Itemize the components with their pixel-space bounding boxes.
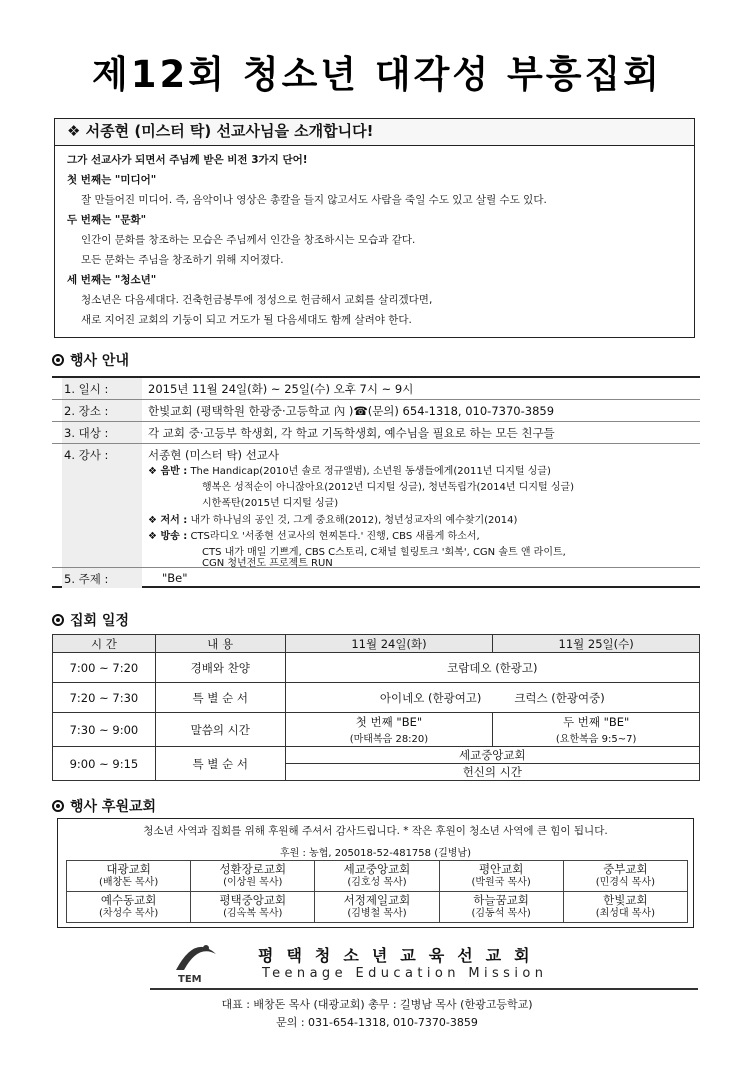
intro-line: 잘 만들어진 미디어. 즉, 음악이나 영상은 총칼을 들지 않고서도 사람을 죽일 수도 있고 살릴 수도 있다. [81,194,547,206]
date-value: 2015년 11월 24일(화) ~ 25일(수) 오후 7시 ~ 9시 [148,382,414,396]
content-cell: 특 별 순 서 [155,747,285,781]
day2-sermon-title: 두 번째 "BE" [562,715,630,729]
place-label: 2. 장소 : [64,404,109,418]
footer-contact: 문의 : 031-654-1318, 010-7370-3859 [276,1016,478,1029]
album-value: The Handicap(2010년 솔로 정규앨범), 소년원 동생들에게(2011년 디지털 싱글) [190,466,551,477]
intro-header: ❖ 서종현 (미스터 탁) 선교사님을 소개합니다! [55,119,694,146]
info-row-place [52,400,700,422]
book-key: ❖ 저서 : [148,515,188,526]
content-cell: 경배와 찬양 [155,653,285,683]
header-content: 내 용 [155,635,285,653]
intro-line: 그가 선교사가 되면서 주님께 받은 비전 3가지 단어! [67,154,308,166]
intro-line: 첫 번째는 "미디어" [67,174,157,186]
pastor-name: (민경식 목사) [595,877,656,888]
church-table [66,860,688,923]
event-info-table [52,376,700,588]
org-name-ko: 평택청소년교육선교회 [258,946,543,965]
table-row [53,653,700,683]
church-name: 세교중앙교회 [343,862,411,876]
church-cell [315,892,439,923]
day1-sermon-verse: (마태복음 28:20) [349,734,429,745]
theme-value: "Be" [162,571,188,585]
schedule-table [52,634,700,781]
bullet-circle-icon [52,614,64,626]
church-name: 대광교회 [106,862,151,876]
speaker-value: 서종현 (미스터 탁) 선교사 [148,448,280,462]
section-schedule-title: 집회 일정 [70,613,129,629]
section-event-title: 행사 안내 [70,353,129,369]
day2-sermon-verse: (요한복음 9:5~7) [555,734,637,745]
book-line [148,513,517,529]
day1-sermon-title: 첫 번째 "BE" [355,715,423,729]
intro-line: 세 번째는 "청소년" [67,274,157,286]
church-name: 평안교회 [478,862,524,876]
book-value: 내가 하나님의 공인 것, 그게 중요해(2012), 청년성교자의 예수찾기(2014) [190,515,518,526]
special-performers-cell [285,683,699,713]
content-cell: 특 별 순 서 [155,683,285,713]
church-name: 서정제일교회 [343,893,411,907]
info-label-cell [62,568,142,588]
broadcast-value: CTS라디오 '서종현 선교사의 현찌톤다.' 진행, CBS 새롭게 하소서, [190,531,480,542]
time-cell: 9:00 ~ 9:15 [53,747,156,781]
church-cell [563,892,687,923]
day2-sermon-cell [493,713,700,747]
section-event-heading [52,350,129,370]
table-row [53,713,700,747]
speaker-label: 4. 강사 : [64,448,109,462]
church-name: 하늘꿈교회 [473,893,529,907]
time-cell: 7:00 ~ 7:20 [53,653,156,683]
church-name: 중부교회 [603,862,648,876]
closing-church-cell: 세교중앙교회 [285,747,699,764]
section-sponsor-heading [52,796,156,816]
time-cell: 7:20 ~ 7:30 [53,683,156,713]
intro-line: 인간이 문화를 창조하는 모습은 주님께서 인간을 창조하시는 모습과 같다. [81,234,416,246]
broadcast-key: ❖ 방송 : [148,531,188,542]
church-name: 한빛교회 [603,893,648,907]
org-name-en: Teenage Education Mission [262,966,548,981]
date-label: 1. 일시 : [64,382,109,396]
sponsor-box [57,818,694,928]
intro-box [54,118,695,338]
pastor-name: (박원국 목사) [471,877,531,888]
album-value: 행복은 성적순이 아니잖아요(2012년 디지털 싱글), 청년독립가(2014년 디지털 싱글) [202,482,575,493]
pastor-name: (김동석 목사) [471,908,531,919]
table-row [67,892,688,923]
schedule-header-row [53,635,700,653]
info-label-cell [62,378,142,399]
sponsor-account: 후원 : 농협, 205018-52-481758 (길병남) [280,848,471,859]
church-cell [315,861,439,892]
album-key: ❖ 음반 : [148,466,188,477]
page-title: 제12회 청소년 대각성 부흥집회 [91,53,663,96]
day2-performer: 크럭스 (한광여중) [514,690,605,705]
church-cell [67,861,191,892]
section-schedule-heading [52,610,129,630]
church-name: 예수동교회 [100,893,157,907]
intro-line: 새로 지어진 교회의 기둥이 되고 거도가 될 다음세대도 함께 살려야 한다. [81,314,412,326]
info-row-theme [52,568,700,588]
intro-body [55,146,694,330]
time-cell: 7:30 ~ 9:00 [53,713,156,747]
table-row [67,861,688,892]
target-label: 3. 대상 : [64,426,109,440]
header-day2: 11월 25일(수) [493,635,700,653]
info-label-cell [62,400,142,421]
section-sponsor-title: 행사 후원교회 [70,799,157,815]
intro-line: 청소년은 다음세대다. 건축헌금봉투에 정성으로 헌금해서 교회를 살리겠다면, [81,294,433,306]
broadcast-value: CGN 청년전도 프로젝트 RUN [202,558,333,569]
theme-label: 5. 주제 : [64,572,109,586]
table-row [53,683,700,713]
church-name: 성환장로교회 [219,862,287,876]
info-row-date [52,378,700,400]
info-label-cell [62,422,142,443]
church-cell [67,892,191,923]
pastor-name: (최성대 목사) [595,908,656,919]
church-cell [439,861,563,892]
church-cell [439,892,563,923]
day1-sermon-cell [285,713,493,747]
church-cell [563,861,687,892]
intro-line: 두 번째는 "문화" [67,214,147,226]
day1-performer: 아이네오 (한광여고) [379,690,482,705]
broadcast-line [148,529,480,545]
content-cell: 말씀의 시간 [155,713,285,747]
header-day1: 11월 24일(화) [285,635,493,653]
footer-representative: 대표 : 배창돈 목사 (대광교회) 총무 : 길병남 목사 (한광고등학교) [221,998,533,1011]
both-days-cell: 코람데오 (한광고) [285,653,699,683]
album-value: 시한폭탄(2015년 디지털 싱글) [202,498,339,509]
footer-divider [150,988,698,990]
pastor-name: (김호성 목사) [347,877,407,888]
target-value: 각 교회 중·고등부 학생회, 각 학교 기독학생회, 예수님을 필요로 하는 모든 친구들 [148,426,555,440]
pastor-name: (이상원 목사) [223,877,283,888]
dedication-cell: 헌신의 시간 [285,764,699,781]
tem-logo-icon [170,940,220,986]
intro-line: 모든 문화는 주님을 창조하기 위해 지어졌다. [81,254,284,266]
bullet-circle-icon [52,354,64,366]
broadcast-value: CTS 내가 매일 기쁘게, CBS C스토리, C채널 힐링토크 '회복', CGN 솔트 앤 라이트, [202,547,566,558]
info-row-speaker [52,444,700,568]
sponsor-note: 청소년 사역과 집회를 위해 후원해 주셔서 감사드립니다. * 작은 후원이 청소년 사역에 큰 힘이 됩니다. [143,825,608,837]
church-cell [191,861,315,892]
album-line [148,464,551,480]
place-value: 한빛교회 (평택학원 한광중·고등학교 內 )☎(문의) 654-1318, 010-7370-3859 [148,404,555,418]
logo-text: TEM [178,974,202,985]
pastor-name: (배창돈 목사) [98,877,159,888]
bullet-circle-icon [52,800,64,812]
pastor-name: (김병철 목사) [347,908,407,919]
info-label-cell [62,444,142,567]
info-row-target [52,422,700,444]
header-time: 시 간 [53,635,156,653]
pastor-name: (김옥복 목사) [223,908,283,919]
table-row [53,747,700,764]
church-cell [191,892,315,923]
pastor-name: (차성수 목사) [98,908,159,919]
church-name: 평택중앙교회 [219,893,287,907]
